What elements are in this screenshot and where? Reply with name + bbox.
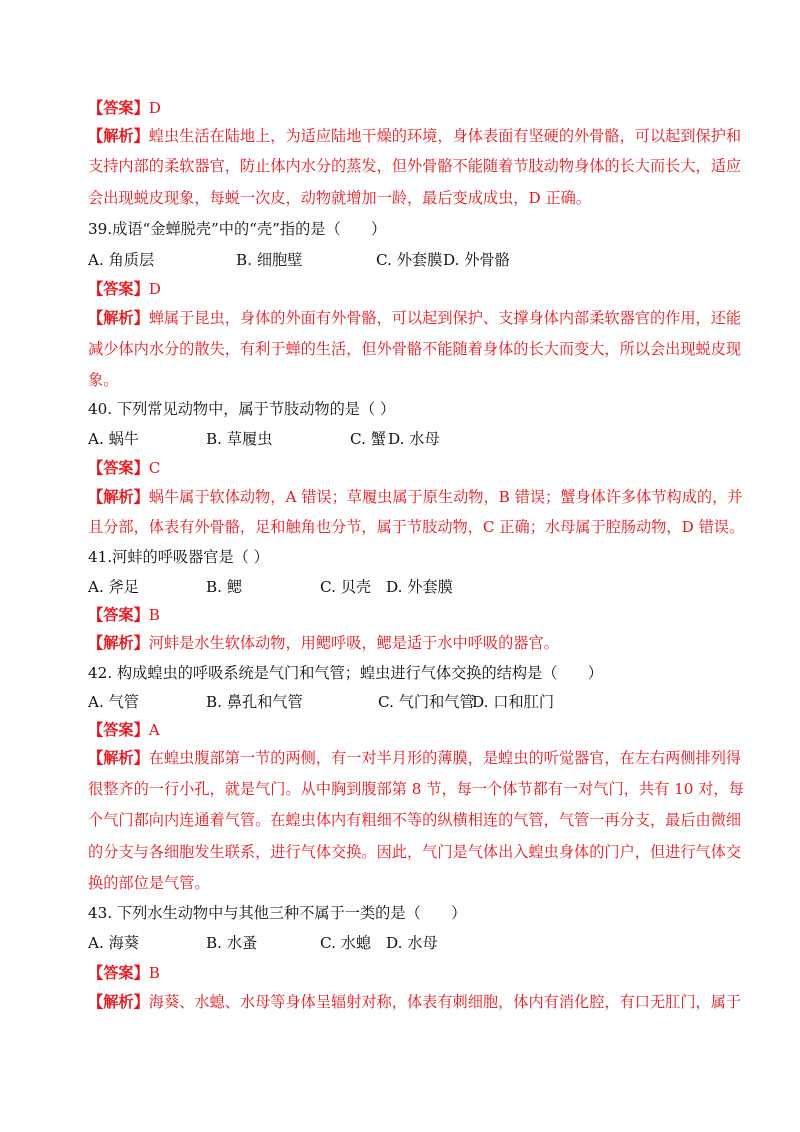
analysis-tag: 【解析】 bbox=[88, 127, 149, 145]
option-c: C. 水螅 bbox=[320, 934, 372, 952]
analysis-text: 换的部位是气管。 bbox=[88, 874, 210, 892]
option-b: B. 细胞壁 bbox=[236, 251, 303, 269]
option-c: C. 气门和气管 bbox=[378, 693, 475, 711]
answer-line bbox=[88, 279, 718, 299]
option-d: D. 口和肛门 bbox=[472, 693, 555, 711]
answer-tag: 【答案】 bbox=[88, 721, 149, 739]
analysis-line bbox=[88, 992, 742, 1012]
analysis-line bbox=[88, 126, 742, 146]
question-39: 39.成语“金蝉脱壳”中的“壳”指的是（ ） bbox=[88, 220, 387, 238]
answer-tag: 【答案】 bbox=[88, 964, 149, 982]
answer-value: B bbox=[148, 964, 160, 982]
answer-value: B bbox=[148, 606, 160, 624]
analysis-line bbox=[88, 633, 718, 653]
analysis-text: 蝗虫生活在陆地上，为适应陆地干燥的环境，身体表面有坚硬的外骨骼，可以起到保护和 bbox=[148, 127, 742, 145]
answer-tag: 【答案】 bbox=[88, 459, 149, 477]
option-a: A. 斧足 bbox=[88, 578, 139, 596]
analysis-text: 海葵、水螅、水母等身体呈辐射对称，体表有刺细胞，体内有消化腔，有口无肛门，属于 bbox=[148, 993, 742, 1011]
analysis-text: 且分部，体表有外骨骼，足和触角也分节，属于节肢动物，C 正确；水母属于腔肠动物，D 错误。 bbox=[88, 518, 745, 536]
answer-value: D bbox=[148, 280, 161, 298]
answer-value: C bbox=[148, 459, 161, 477]
analysis-line bbox=[88, 748, 742, 768]
analysis-text: 在蝗虫腹部第一节的两侧，有一对半月形的薄膜，是蝗虫的听觉器官，在左右两侧排列得 bbox=[148, 749, 742, 767]
analysis-text: 河蚌是水生软体动物，用鳃呼吸，鳃是适于水中呼吸的器官。 bbox=[148, 634, 559, 652]
analysis-line bbox=[88, 308, 742, 328]
option-b: B. 草履虫 bbox=[206, 430, 273, 448]
analysis-text: 很整齐的一行小孔，就是气门。从中胸到腹部第 8 节，每一个体节都有一对气门，共有 10 对，每 bbox=[88, 780, 744, 798]
option-c: C. 贝壳 bbox=[320, 578, 372, 596]
answer-line bbox=[88, 458, 718, 478]
analysis-tag: 【解析】 bbox=[88, 488, 149, 506]
analysis-text: 的分支与各细胞发生联系，进行气体交换。因此，气门是气体出入蝗虫身体的门户，但进行气体交 bbox=[88, 843, 742, 861]
option-a: A. 蜗牛 bbox=[88, 430, 139, 448]
analysis-text: 象。 bbox=[88, 371, 119, 389]
question-43: 43. 下列水生动物中与其他三种不属于一类的是（ ） bbox=[88, 904, 467, 922]
analysis-tag: 【解析】 bbox=[88, 309, 149, 327]
question-41: 41.河蚌的呼吸器官是（ ） bbox=[88, 548, 269, 566]
option-b: B. 水蚤 bbox=[206, 934, 258, 952]
option-d: D. 水母 bbox=[386, 934, 438, 952]
answer-value: A bbox=[148, 721, 160, 739]
option-a: A. 角质层 bbox=[88, 251, 155, 269]
option-d: D. 外套膜 bbox=[386, 578, 453, 596]
option-d: D. 外骨骼 bbox=[443, 251, 510, 269]
question-40: 40. 下列常见动物中，属于节肢动物的是（ ） bbox=[88, 400, 396, 418]
option-a: A. 海葵 bbox=[88, 934, 139, 952]
analysis-tag: 【解析】 bbox=[88, 993, 149, 1011]
analysis-tag: 【解析】 bbox=[88, 749, 149, 767]
answer-line bbox=[88, 720, 718, 740]
analysis-text: 减少体内水分的散失，有利于蝉的生活，但外骨骼不能随着身体的长大而变大，所以会出现蜕皮现 bbox=[88, 340, 742, 358]
answer-line bbox=[88, 963, 718, 983]
option-b: B. 鳃 bbox=[206, 578, 243, 596]
answer-line bbox=[88, 98, 718, 118]
question-42: 42. 构成蝗虫的呼吸系统是气门和气管；蝗虫进行气体交换的结构是（ ） bbox=[88, 664, 603, 682]
analysis-text: 蝉属于昆虫，身体的外面有外骨骼，可以起到保护、支撑身体内部柔软器官的作用，还能 bbox=[148, 309, 742, 327]
option-b: B. 鼻孔和气管 bbox=[206, 693, 303, 711]
option-a: A. 气管 bbox=[88, 693, 139, 711]
option-d: D. 水母 bbox=[388, 430, 440, 448]
option-c: C. 外套膜 bbox=[376, 251, 443, 269]
analysis-tag: 【解析】 bbox=[88, 634, 149, 652]
analysis-text: 蜗牛属于软体动物，A 错误；草履虫属于原生动物，B 错误；蟹身体许多体节构成的，并 bbox=[148, 488, 743, 506]
answer-tag: 【答案】 bbox=[88, 280, 149, 298]
analysis-line bbox=[88, 487, 743, 507]
analysis-text: 支持内部的柔软器官，防止体内水分的蒸发，但外骨骼不能随着节肢动物身体的长大而长大，适应 bbox=[88, 157, 742, 175]
answer-value: D bbox=[148, 99, 161, 117]
analysis-text: 个气门都向内连通着气管。在蝗虫体内有粗细不等的纵横相连的气管，气管一再分支，最后由微细 bbox=[88, 811, 742, 829]
analysis-text: 会出现蜕皮现象，每蜕一次皮，动物就增加一龄，最后变成成虫，D 正确。 bbox=[88, 189, 592, 207]
answer-line bbox=[88, 605, 718, 625]
answer-tag: 【答案】 bbox=[88, 99, 149, 117]
answer-tag: 【答案】 bbox=[88, 606, 149, 624]
option-c: C. 蟹 bbox=[350, 430, 386, 448]
